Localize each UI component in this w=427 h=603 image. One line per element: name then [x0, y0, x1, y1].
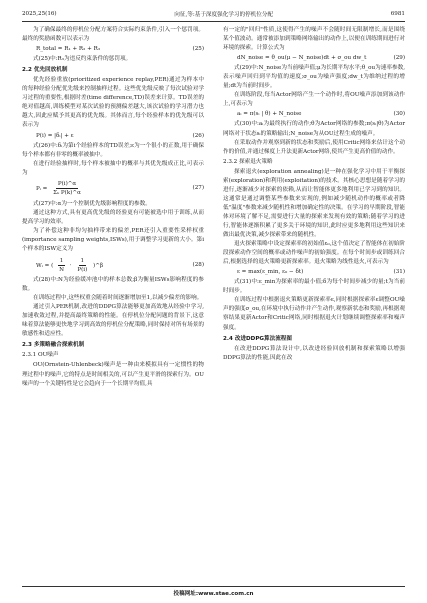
equation-number: (26): [192, 132, 204, 139]
section-heading: 2.3 多策略融合探索机制: [22, 342, 85, 349]
paragraph: OU(Ornstein-Uhlenbeck)噪声是一种由来模拟具有一定惯性的物理过程中的噪声,它的特点是时间相关的,可以产生更平滑的探索行为。OU噪声的一个关键特性是它会趋向于一个长期平均值,具: [22, 362, 204, 387]
paragraph: 在改进DDPG算法设计中,以改进经验回放机制和探索策略以增强DDPG算法的性能,因此在改: [223, 345, 405, 361]
paragraph: 通过这种方式,具有更高优先级的经验更有可能被选中用于训练,从而提高学习的效率。: [22, 209, 204, 225]
equation-number: (31): [393, 269, 405, 276]
subsection-heading: 2.3.2 探索退火策略: [223, 158, 273, 165]
left-column: [22, 26, 204, 389]
issue-info: 2025,25(16): [22, 11, 57, 17]
running-header: [22, 8, 405, 20]
paragraph: 在采取动作并观察到新的状态和奖励后,使用Critic网络来估计这个动作的价值,并通过梯度上升法更新Actor网络,使其产生更高价值的动作。: [223, 139, 405, 155]
equation-exponent: )^β: [93, 262, 104, 269]
equation-body: P(i) = |δᵢ| + ε: [36, 132, 74, 139]
paragraph: 为了补偿这种非均匀抽样带来的偏差,PER还引入重要性采样权重(importance sampling weights,ISWs),用于调整学习更新的大小。第i个样本的ISW定义为: [22, 227, 204, 252]
equation-lhs: Pᵢ =: [36, 186, 48, 193]
fraction: [57, 257, 66, 274]
paragraph: 式(31)中:ε_min为探索率的最小值;δ为每个时间步减少的量;t为当前时间步。: [223, 279, 405, 295]
paragraph: 式(30)中:aᵢ为最终执行的动作;θ为Actor网络的参数;π(sᵢ|θ)为Actor网络对于状态sᵢ的策略输出;N_noise为从OU过程生成的噪声。: [223, 121, 405, 137]
footer-url: 投稿网址:www.stae.com.cn: [173, 591, 254, 597]
paragraph: 在训练过程中根据退火策略更新探索率ε,同时根据探索率ε调整OU噪声的强度σ_ou,在环境中执行动作并产生动作,观察新状态和奖励,再根据观察结果更新Actor和Critic网络,同时根据退火计划继续调整探索率和噪声强度。: [223, 297, 405, 331]
header-rule: [22, 21, 405, 22]
equation-27: [22, 179, 204, 199]
subsection-heading: 2.3.1 OU噪声: [22, 352, 59, 359]
equation-number: (25): [192, 46, 204, 53]
paragraph: 在进行经验抽样时,每个样本被抽中的概率与其优先级成正比,可表示为: [22, 160, 204, 176]
paragraph: 式(27)中:α为一个控制优先级影响程度的参数。: [33, 200, 151, 207]
equation-body: Wᵢ = ( $\frac{1}{N}$ · $\frac{1}{P(i)}$ )^β: [36, 257, 104, 273]
paragraph: 在训练过程中,这些权重会随着时间逐渐增加至1,以减少偏差的影响。: [33, 295, 203, 302]
equation-28: [22, 255, 204, 275]
paragraph: 探索退火(exploration annealing)是一种在强化学习中用于平衡探索(exploration)和利用(exploitation)的技术。其核心思想是随着学习的进行,逐渐减少对探索的依赖,从而让智能体更多地利用已学习到的知识。这通常是通过调整某些参数来实现的,例如减少随机动作的概率或者降低"温度"参数来减少随机性和增加确定性的决策。在学习的早期阶段,智能体对环境了解不足,需要进行大量的探索来发现有效的策略;随着学习的进行,智能体逐渐积累了更多关于环境的知识,此时应更多地利用这些知识来做出最优决策,减少探索带来的随机性。: [223, 168, 405, 239]
equation-number: (28): [192, 261, 204, 268]
running-title: 向征,等:基于深度强化学习的停机位分配: [174, 12, 274, 18]
page-number: 6981: [390, 11, 405, 17]
paragraph: 通过引入PER机制,改进的DDPG算法能够更加高效地从经验中学习,加速收敛过程,并提高最终策略的性能。在停机位分配问题的背景下,这意味着算法能够更快地学习到高效的停机位分配策略,同时保持对所有场景的敏感性和适应性。: [22, 304, 204, 338]
paragraph: 优先经验重放(prioritized experience replay,PER)通过为样本中的每种经验分配优先级来控制抽样过程。这些优先级反映了每次试验对学习过程的重要性,根据时差(time difference,TD)误差来计算。TD误差的绝对值越高,训练模型对某次试验的预测偏差越大,该次试验的学习潜力也越大,因此应赋予其更高的优先级。其体而言,每个经验样本的优先级可以表示为: [22, 77, 204, 129]
paragraph: 式(26)中:δᵢ为第i个经验样本的TD误差;ε为一个很小的正数,用于确保每个样本都有非零的概率被抽中。: [22, 142, 204, 158]
equation-31: [223, 268, 405, 277]
paragraph: 退火探索策略中设定探索率的初始值ε₀,这个值决定了智能体在初始阶段探索动作空间的概率或动作噪声的初始强度。在每个时间步或训练回合后,根据选择的退火策略更新探索率。退火策略为线性退火,可表示为: [223, 241, 405, 266]
paragraph: 在训练阶段,每当Actor网络产生一个动作时,将OU噪声添加到该动作上,可表示为: [223, 92, 405, 108]
equation-30: [223, 110, 405, 119]
equation-body: aᵢ = π(sᵢ | θ) + N_noise: [237, 111, 302, 118]
equation-26: [22, 132, 204, 141]
equation-29: [223, 54, 405, 63]
paragraph: 式(29)中:N_noise为当前噪声值;μ为长期平均水平;θ_ou为速率参数,表示噪声回归到平均值的速度;σ_ou为噪声强度;dw_t为维纳过程的增量;dt为当前时间步。: [223, 65, 405, 90]
paragraph: 式(28)中:N为经验缓冲池中的样本总数;β为衡量ISWs影响程度的参数。: [22, 277, 204, 293]
paragraph: 有一定的"回归"性质,这使得产生的噪声不会随时间无限制增长,而是围绕某个值波动。通常被添加到策略网络输出的动作上,以便在训练期间进行对环境的探索。计算公式为: [223, 27, 405, 52]
fraction: [51, 180, 83, 197]
fraction: [75, 257, 89, 274]
numerator: P(i)^α: [57, 181, 77, 188]
equation-body: [36, 180, 85, 197]
equation-number: (30): [393, 111, 405, 118]
section-heading: 2.2 优先回放机制: [22, 67, 68, 74]
equation-body: R_total = R₁ + R₂ + R₃: [36, 46, 101, 53]
footer-rule: [22, 586, 405, 587]
denominator: N: [59, 266, 64, 273]
equation-25: [22, 45, 204, 54]
equation-body: ε = max(ε_min, ε₀ − δt): [237, 269, 304, 276]
right-column: [223, 26, 405, 363]
paragraph: 式(25)中:R₃为违反约束条件的惩罚项。: [33, 56, 132, 63]
equation-number: (29): [393, 55, 405, 62]
denominator: P(i): [77, 266, 88, 273]
equation-number: (27): [192, 185, 204, 192]
denominator: Σₖ P(k)^α: [53, 190, 81, 197]
numerator: 1: [80, 257, 85, 264]
equation-body: dN_noise = θ_ou(μ − N_noise)dt + σ_ou dw_t: [237, 55, 367, 62]
numerator: 1: [59, 257, 64, 264]
equation-lhs: Wᵢ = (: [36, 262, 54, 269]
section-heading: 2.4 改进DDPG算法流程图: [223, 335, 292, 342]
paragraph: 为了确保最终的停机位分配方案符合实际约束条件,引入一个惩罚项。最终的奖励函数可以表示为: [22, 27, 204, 43]
